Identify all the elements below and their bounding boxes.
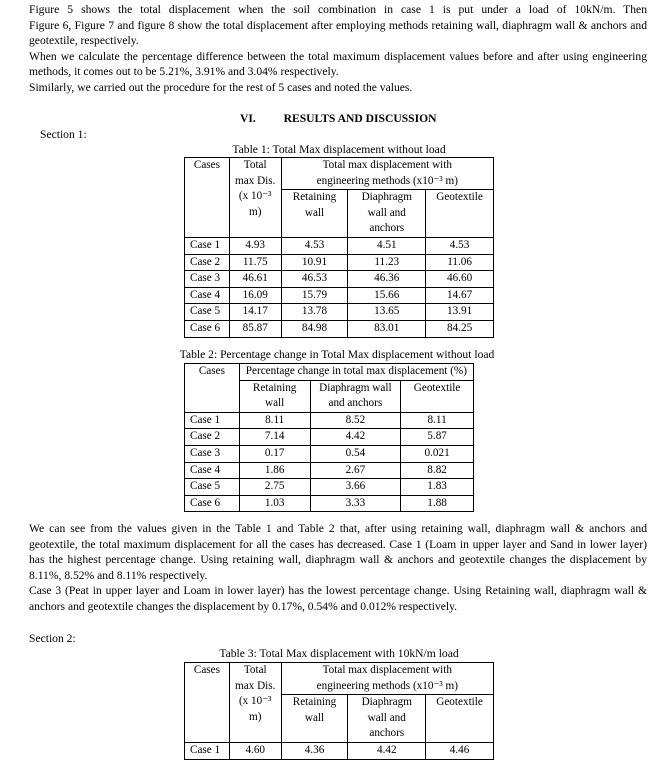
table-cell: 46.36	[348, 271, 426, 288]
table-cell: 14.17	[229, 304, 281, 321]
table-cell: 11.75	[229, 254, 281, 271]
table1	[184, 157, 494, 338]
text-line: anchors and geotextile changes the displacement by 0.17%, 0.54% and 0.012% respectively.	[29, 599, 458, 613]
table-cell: 84.98	[281, 320, 348, 337]
table-row	[185, 320, 494, 337]
section2-label: Section 2:	[29, 632, 76, 645]
table1-header-diaphragm: Diaphragm wall and anchors	[348, 190, 426, 238]
table-cell: 10.91	[281, 254, 348, 271]
table-cell: 85.87	[229, 320, 281, 337]
text-line: When we calculate the percentage difference between the total maximum displacement values before and after using engineering	[29, 49, 647, 63]
table-cell: 3.66	[310, 479, 401, 496]
table-cell: 4.53	[426, 237, 494, 254]
table2-caption: Table 2: Percentage change in Total Max displacement without load	[179, 348, 495, 361]
text-line: has the highest percentage change. Using retaining wall, diaphragm wall & anchors and geotextile changes the displacement by	[29, 553, 647, 567]
table1-header-retaining: Retaining wall	[281, 190, 348, 238]
table-row	[185, 237, 494, 254]
table-row	[185, 412, 474, 429]
table-row	[185, 462, 474, 479]
table3-header-total: Total max Dis. (x 10⁻³ m)	[229, 663, 281, 743]
table2-header-group: Percentage change in total max displacement (%)	[239, 364, 473, 381]
section1-label: Section 1:	[40, 128, 87, 141]
table-cell: Case 3	[185, 445, 240, 462]
text-line: Figure 5 shows the total displacement when the soil combination in case 1 is put under a load of 10kN/m. Then	[29, 3, 647, 16]
table2-header-diaphragm: Diaphragm wall and anchors	[310, 380, 401, 412]
table-cell: Case 2	[185, 429, 240, 446]
table-cell: 4.42	[310, 429, 401, 446]
table2-header-retaining: Retaining wall	[239, 380, 310, 412]
table-cell: 4.51	[348, 237, 426, 254]
table-cell: 4.93	[229, 237, 281, 254]
section-heading	[240, 111, 437, 127]
table-cell: 0.54	[310, 445, 401, 462]
table-cell: Case 1	[185, 237, 230, 254]
table3	[184, 662, 494, 760]
table-cell: 7.14	[239, 429, 310, 446]
table-row	[185, 495, 474, 512]
text-line: 8.11%, 8.52% and 8.11% respectively.	[29, 568, 208, 582]
table1-header-geotextile: Geotextile	[426, 190, 494, 238]
table-cell: 84.25	[426, 320, 494, 337]
table-row	[185, 742, 494, 759]
table-cell: 13.78	[281, 304, 348, 321]
table-cell: 15.79	[281, 287, 348, 304]
text-line: Case 3 (Peat in upper layer and Loam in lower layer) has the lowest percentage change. Using Retaining wall, diaphragm wall &	[29, 584, 647, 598]
table-cell: 1.86	[239, 462, 310, 479]
table-row	[185, 429, 474, 446]
table-cell: 13.65	[348, 304, 426, 321]
table-cell: 8.82	[401, 462, 474, 479]
table1-caption: Table 1: Total Max displacement without load	[232, 143, 446, 156]
section-title: RESULTS AND DISCUSSION	[283, 112, 437, 125]
table-cell: 11.06	[426, 254, 494, 271]
table3-header-geotextile: Geotextile	[426, 695, 494, 743]
intro-paragraph	[29, 2, 647, 96]
section-number: VI.	[240, 112, 256, 125]
text-line: We can see from the values given in the Table 1 and Table 2 that, after using retaining wall, diaphragm wall & anchors and	[29, 522, 647, 535]
table1-header-total: Total max Dis. (x 10⁻³ m)	[229, 158, 281, 238]
table-cell: 0.021	[401, 445, 474, 462]
text-line: Similarly, we carried out the procedure for the rest of 5 cases and noted the values.	[29, 80, 413, 94]
table-cell: 8.11	[401, 412, 474, 429]
table-cell: Case 4	[185, 462, 240, 479]
table3-header-cases: Cases	[185, 663, 230, 743]
table-cell: Case 6	[185, 495, 240, 512]
discussion-paragraph	[29, 521, 647, 615]
table-cell: 4.42	[348, 742, 426, 759]
table-cell: Case 5	[185, 304, 230, 321]
table-cell: 4.46	[426, 742, 494, 759]
table-cell: 1.03	[239, 495, 310, 512]
table-cell: 16.09	[229, 287, 281, 304]
table3-caption: Table 3: Total Max displacement with 10kN/m load	[219, 647, 459, 660]
table-cell: 2.67	[310, 462, 401, 479]
table-cell: 1.88	[401, 495, 474, 512]
table3-header-diaphragm: Diaphragm wall and anchors	[348, 695, 426, 743]
table-cell: 0.17	[239, 445, 310, 462]
table-cell: 83.01	[348, 320, 426, 337]
table-cell: 4.53	[281, 237, 348, 254]
table-cell: 1.83	[401, 479, 474, 496]
table-cell: 2.75	[239, 479, 310, 496]
text-line: Figure 6, Figure 7 and figure 8 show the total displacement after employing methods retaining wall, diaphragm wall & anchors and	[29, 18, 647, 32]
table1-header-group: Total max displacement with engineering methods (x10⁻³ m)	[281, 158, 493, 190]
table-cell: Case 6	[185, 320, 230, 337]
table3-header-retaining: Retaining wall	[281, 695, 348, 743]
table-row	[185, 479, 474, 496]
table-cell: 13.91	[426, 304, 494, 321]
table-cell: 8.11	[239, 412, 310, 429]
table-cell: 5.87	[401, 429, 474, 446]
table-cell: 46.61	[229, 271, 281, 288]
table-cell: Case 5	[185, 479, 240, 496]
table-row	[185, 254, 494, 271]
table-cell: 15.66	[348, 287, 426, 304]
table-cell: 4.60	[229, 742, 281, 759]
table2-header-cases: Cases	[185, 364, 240, 413]
text-line: geotextile, respectively.	[29, 34, 139, 48]
table1-header-cases: Cases	[185, 158, 230, 238]
table-row	[185, 304, 494, 321]
table2	[184, 363, 474, 512]
table3-header-group: Total max displacement with engineering methods (x10⁻³ m)	[281, 663, 493, 695]
table-cell: 14.67	[426, 287, 494, 304]
table-cell: 46.53	[281, 271, 348, 288]
table-cell: Case 4	[185, 287, 230, 304]
table-cell: Case 2	[185, 254, 230, 271]
table-cell: Case 3	[185, 271, 230, 288]
table-cell: 11.23	[348, 254, 426, 271]
table-cell: 3.33	[310, 495, 401, 512]
table-cell: 46.60	[426, 271, 494, 288]
text-line: methods, it comes out to be 5.21%, 3.91% and 3.04% respectively.	[29, 65, 339, 79]
table2-header-geotextile: Geotextile	[401, 380, 474, 412]
table-cell: Case 1	[185, 412, 240, 429]
table-row	[185, 271, 494, 288]
table-cell: 8.52	[310, 412, 401, 429]
text-line: geotextile, the total maximum displacement for all the cases has decreased. Case 1 (Loam in upper layer and Sand in lower layer)	[29, 537, 647, 551]
table-row	[185, 445, 474, 462]
table-cell: 4.36	[281, 742, 348, 759]
table-row	[185, 287, 494, 304]
table-cell: Case 1	[185, 742, 230, 759]
